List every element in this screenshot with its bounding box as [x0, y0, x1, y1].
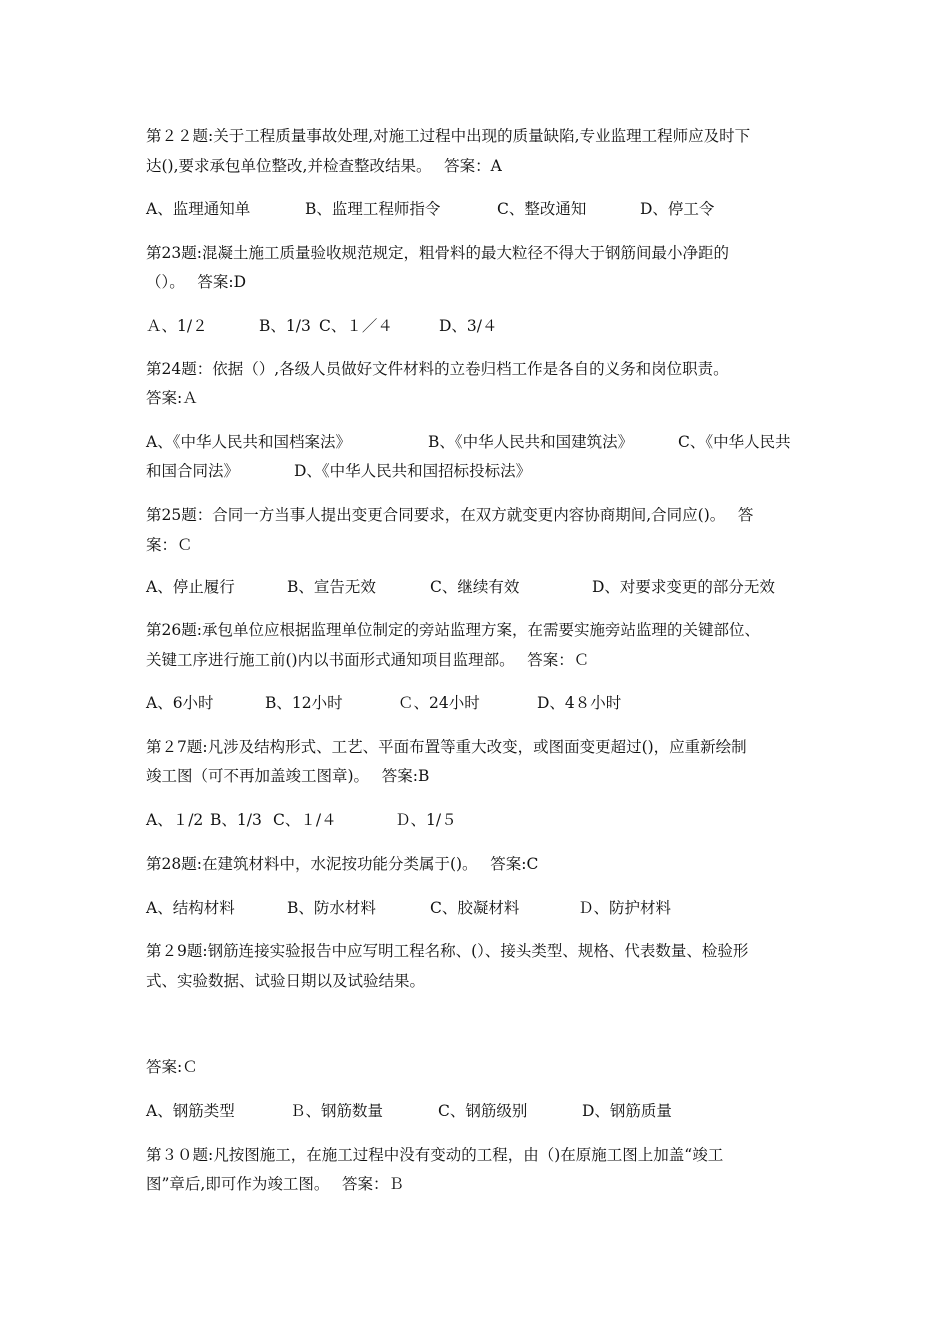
question-27-option-c: C、１/４: [273, 811, 337, 829]
question-22-option-c: C、整改通知: [497, 200, 587, 218]
question-29-option-c: C、钢筋级别: [438, 1102, 528, 1120]
question-29-option-d: D、钢筋质量: [582, 1102, 672, 1120]
question-24-text: 第24题：依据（）,各级人员做好文件材料的立卷归档工作是各自的义务和岗位职责。: [146, 360, 729, 378]
question-23-option-a: Ａ、1/２: [146, 317, 208, 335]
question-23-text-cont: （）。 答案:D: [146, 273, 247, 291]
question-25-option-a: A、停止履行: [146, 578, 235, 596]
question-27-option-b: B、1/3: [210, 811, 262, 829]
question-22-text-cont: 达(),要求承包单位整改,并检查整改结果。 答案：A: [146, 157, 502, 175]
question-24-text-cont: 答案:Ａ: [146, 389, 198, 407]
question-25-option-c: C、继续有效: [430, 578, 520, 596]
question-29-text-cont: 式、实验数据、试验日期以及试验结果。: [146, 972, 426, 990]
question-23-option-c: C、１／４: [319, 317, 393, 335]
question-25-text-cont: 案：Ｃ: [146, 536, 193, 554]
question-24-option-b: B、《中华人民共和国建筑法》: [428, 433, 634, 451]
question-26-option-b: B、12小时: [265, 694, 343, 712]
question-22-option-a: A、监理通知单: [146, 200, 251, 218]
question-24-option-d: D、《中华人民共和国招标投标法》: [294, 462, 532, 480]
question-28-option-b: B、防水材料: [287, 899, 376, 917]
question-28-text: 第28题:在建筑材料中，水泥按功能分类属于()。 答案:C: [146, 855, 539, 873]
question-25-option-b: B、宣告无效: [287, 578, 376, 596]
question-23-option-d: D、3/４: [439, 317, 498, 335]
question-24-option-a: A、《中华人民共和国档案法》: [146, 433, 351, 451]
question-30-text-cont: 图”章后,即可作为竣工图。 答案：Ｂ: [146, 1175, 405, 1193]
question-28-option-c: C、胶凝材料: [430, 899, 520, 917]
question-22-option-d: D、停工令: [640, 200, 715, 218]
question-25-text: 第25题：合同一方当事人提出变更合同要求，在双方就变更内容协商期间,合同应()。 答: [146, 506, 754, 524]
question-24-option-c: C、《中华人民共: [678, 433, 791, 451]
question-29-text: 第２9题:钢筋连接实验报告中应写明工程名称、(）、接头类型、规格、代表数量、检验形: [146, 942, 749, 960]
question-30-text: 第３０题:凡按图施工，在施工过程中没有变动的工程，由（)在原施工图上加盖“竣工: [146, 1146, 724, 1164]
question-23-option-b: B、1/3: [259, 317, 311, 335]
question-26-option-d: D、4８小时: [537, 694, 622, 712]
question-26-text: 第26题:承包单位应根据监理单位制定的旁站监理方案，在需要实施旁站监理的关键部位、: [146, 621, 760, 639]
question-22-option-b: B、监理工程师指令: [305, 200, 441, 218]
question-26-text-cont: 关键工序进行施工前()内以书面形式通知项目监理部。 答案：Ｃ: [146, 651, 590, 669]
question-28-option-a: A、结构材料: [146, 899, 235, 917]
question-27-option-d: Ｄ、1/５: [395, 811, 457, 829]
question-27-option-a: A、１/2: [146, 811, 204, 829]
question-29-answer: 答案:Ｃ: [146, 1058, 198, 1076]
question-27-text: 第２7题:凡涉及结构形式、工艺、平面布置等重大改变，或图面变更超过()，应重新绘制: [146, 738, 747, 756]
question-26-option-c: Ｃ、24小时: [398, 694, 480, 712]
question-28-option-d: Ｄ、防护材料: [578, 899, 672, 917]
question-24-option-c-cont: 和国合同法》: [146, 462, 240, 480]
question-23-text: 第23题:混凝土施工质量验收规范规定，粗骨料的最大粒径不得大于钢筋间最小净距的: [146, 244, 729, 262]
question-29-option-a: A、钢筋类型: [146, 1102, 235, 1120]
question-25-option-d: D、对要求变更的部分无效: [592, 578, 775, 596]
question-26-option-a: A、6小时: [146, 694, 214, 712]
question-22-text: 第２２题:关于工程质量事故处理,对施工过程中出现的质量缺陷,专业监理工程师应及时下: [146, 127, 751, 145]
question-29-option-b: Ｂ、钢筋数量: [290, 1102, 384, 1120]
question-27-text-cont: 竣工图（可不再加盖竣工图章)。 答案:B: [146, 767, 430, 785]
